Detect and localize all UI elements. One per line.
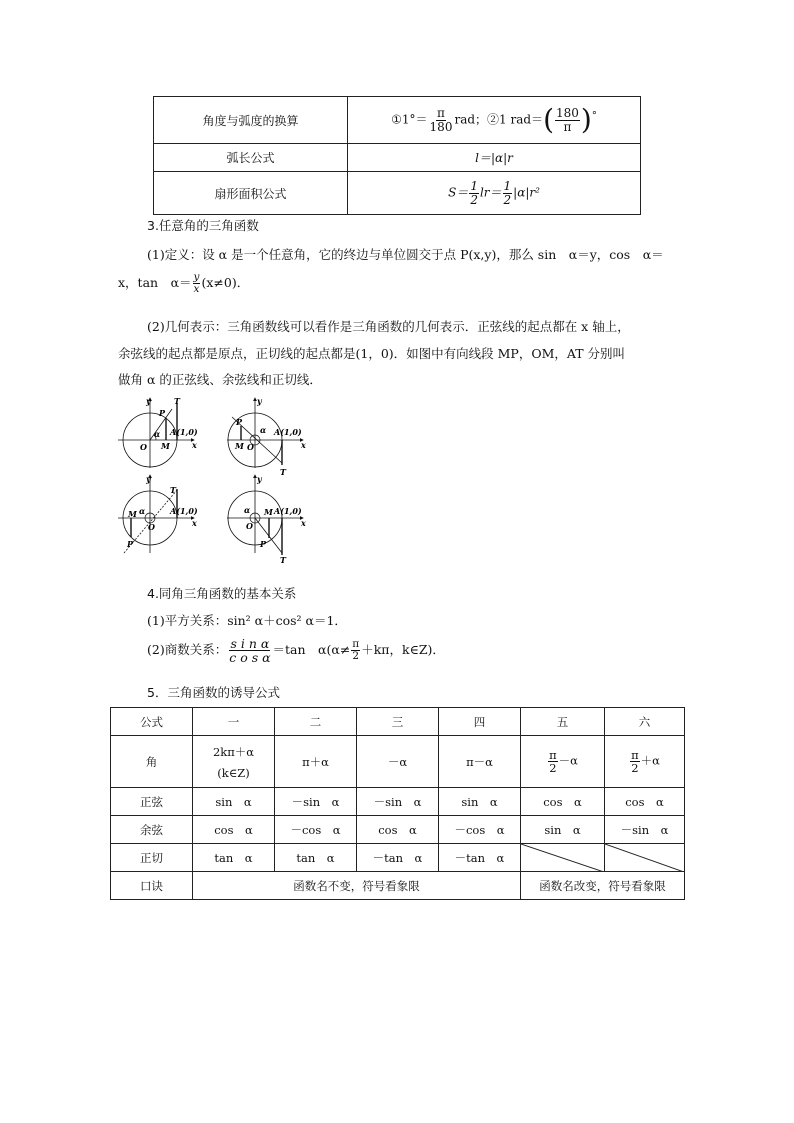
angle-cell: $\frac{\pi}{2}$ －α	[521, 736, 605, 788]
diagram-label: T	[280, 555, 286, 565]
diagram-quadrant-2	[227, 396, 306, 477]
table-cell: cos α	[521, 788, 605, 816]
angle-cell: $\frac{\pi}{2}$ ＋α	[605, 736, 685, 788]
diagram-label: α	[154, 429, 161, 439]
diagram-label: P	[159, 408, 166, 418]
diagram-label: A(1,0)	[170, 506, 198, 516]
diagram-quadrant-3	[118, 474, 198, 553]
angle-cell: 2kπ＋α (k∈Z)	[193, 736, 275, 788]
row-label: 口诀	[111, 872, 193, 900]
arc-length-formula: l＝|α|r	[348, 144, 641, 172]
diagram-label: A(1,0)	[274, 427, 302, 437]
angle-conversion-formula: ①1°＝ $\frac{\pi}{180}$ rad；②1 rad＝( $\frac{180}{\pi}$ )°	[348, 97, 641, 144]
diagram-label: x	[301, 518, 306, 528]
geometry-line-1: (2)几何表示：三角函数线可以看作是三角函数的几何表示．正弦线的起点都在 x 轴上，	[147, 319, 630, 334]
empty-diagonal-cell	[521, 844, 605, 872]
section-4-title: 4.同角三角函数的基本关系	[147, 586, 297, 601]
diagram-label: x	[301, 440, 306, 450]
table-cell: cos α	[357, 816, 439, 844]
table-header: 公式	[111, 708, 193, 736]
row-label: 扇形面积公式	[154, 172, 348, 215]
diagram-label: A(1,0)	[170, 427, 198, 437]
diagram-label: y	[257, 474, 262, 484]
reduction-formula-table	[110, 707, 685, 900]
table-cell: sin α	[193, 788, 275, 816]
section-3-title: 3.任意角的三角函数	[147, 218, 259, 233]
row-label: 弧长公式	[154, 144, 348, 172]
row-label: 正弦	[111, 788, 193, 816]
table-cell: －tan α	[357, 844, 439, 872]
table-cell: －sin α	[605, 816, 685, 844]
square-relation: (1)平方关系：sin² α＋cos² α＝1．	[147, 613, 347, 628]
diagram-label: y	[146, 474, 151, 484]
diagram-label: O	[246, 521, 253, 531]
definition-line-1: (1)定义：设 α 是一个任意角，它的终边与单位圆交于点 P(x,y)，那么 sin α＝y，cos α＝	[147, 247, 664, 262]
diagram-label: P	[127, 539, 134, 549]
mnemonic-cell: 函数名不变，符号看象限	[193, 872, 521, 900]
geometry-line-3: 做角 α 的正弦线、余弦线和正切线．	[118, 372, 322, 387]
mnemonic-cell: 函数名改变，符号看象限	[521, 872, 685, 900]
diagram-label: α	[260, 425, 267, 435]
diagonal-slash	[605, 844, 684, 872]
diagram-label: M	[235, 441, 244, 451]
table-cell: cos α	[193, 816, 275, 844]
diagram-label: M	[161, 441, 170, 451]
geometry-line-2: 余弦线的起点都是原点，正切线的起点都是(1，0)．如图中有向线段 MP，OM，AT 分别叫	[118, 346, 626, 361]
diagram-label: O	[140, 442, 147, 452]
diagram-label: O	[148, 522, 155, 532]
diagram-label: T	[174, 396, 180, 406]
diagram-quadrant-4	[227, 474, 306, 565]
table-cell: －sin α	[357, 788, 439, 816]
table-header: 三	[357, 708, 439, 736]
diagram-label: x	[192, 518, 197, 528]
table-header: 二	[275, 708, 357, 736]
table-cell: －tan α	[439, 844, 521, 872]
row-label: 角	[111, 736, 193, 788]
angle-cell: －α	[357, 736, 439, 788]
section-5-title: 5．三角函数的诱导公式	[147, 685, 280, 700]
row-label: 角度与弧度的换算	[154, 97, 348, 144]
diagram-label: x	[192, 440, 197, 450]
sector-area-formula: S＝ $\frac{1}{2}$ lr＝ $\frac{1}{2}$ |α|r²	[348, 172, 641, 215]
table-cell: cos α	[605, 788, 685, 816]
empty-diagonal-cell	[605, 844, 685, 872]
conversion-table	[153, 96, 641, 215]
definition-line-2: x，tan α＝ $\frac{y}{x}$ (x≠0)．	[118, 271, 250, 296]
diagram-label: O	[247, 442, 254, 452]
table-cell: sin α	[439, 788, 521, 816]
row-label: 正切	[111, 844, 193, 872]
diagram-label: α	[244, 505, 251, 515]
diagram-label: M	[128, 509, 137, 519]
diagram-label: T	[170, 485, 176, 495]
diagram-label: α	[139, 506, 146, 516]
table-cell: tan α	[193, 844, 275, 872]
angle-cell: π－α	[439, 736, 521, 788]
table-header: 五	[521, 708, 605, 736]
table-cell: －sin α	[275, 788, 357, 816]
diagram-label: y	[146, 396, 151, 406]
table-header: 四	[439, 708, 521, 736]
diagram-label: A(1,0)	[274, 506, 302, 516]
diagram-label: P	[260, 539, 267, 549]
diagram-label: M	[264, 507, 273, 517]
table-header: 一	[193, 708, 275, 736]
table-cell: tan α	[275, 844, 357, 872]
diagram-label: P	[236, 417, 243, 427]
trig-line-diagrams	[110, 393, 320, 568]
angle-cell: π＋α	[275, 736, 357, 788]
diagonal-slash	[521, 844, 604, 872]
diagram-quadrant-1	[118, 396, 198, 468]
table-cell: sin α	[521, 816, 605, 844]
diagram-label: y	[257, 396, 262, 406]
diagram-label: T	[280, 467, 286, 477]
row-label: 余弦	[111, 816, 193, 844]
table-cell: －cos α	[275, 816, 357, 844]
table-cell: －cos α	[439, 816, 521, 844]
quotient-relation: (2)商数关系： $\frac{\text{s i n α}}{\text{c o s α}}$ ＝tan α(α≠ $\frac{\pi}{2}$ ＋kπ，k∈Z)．	[147, 636, 445, 666]
table-header: 六	[605, 708, 685, 736]
